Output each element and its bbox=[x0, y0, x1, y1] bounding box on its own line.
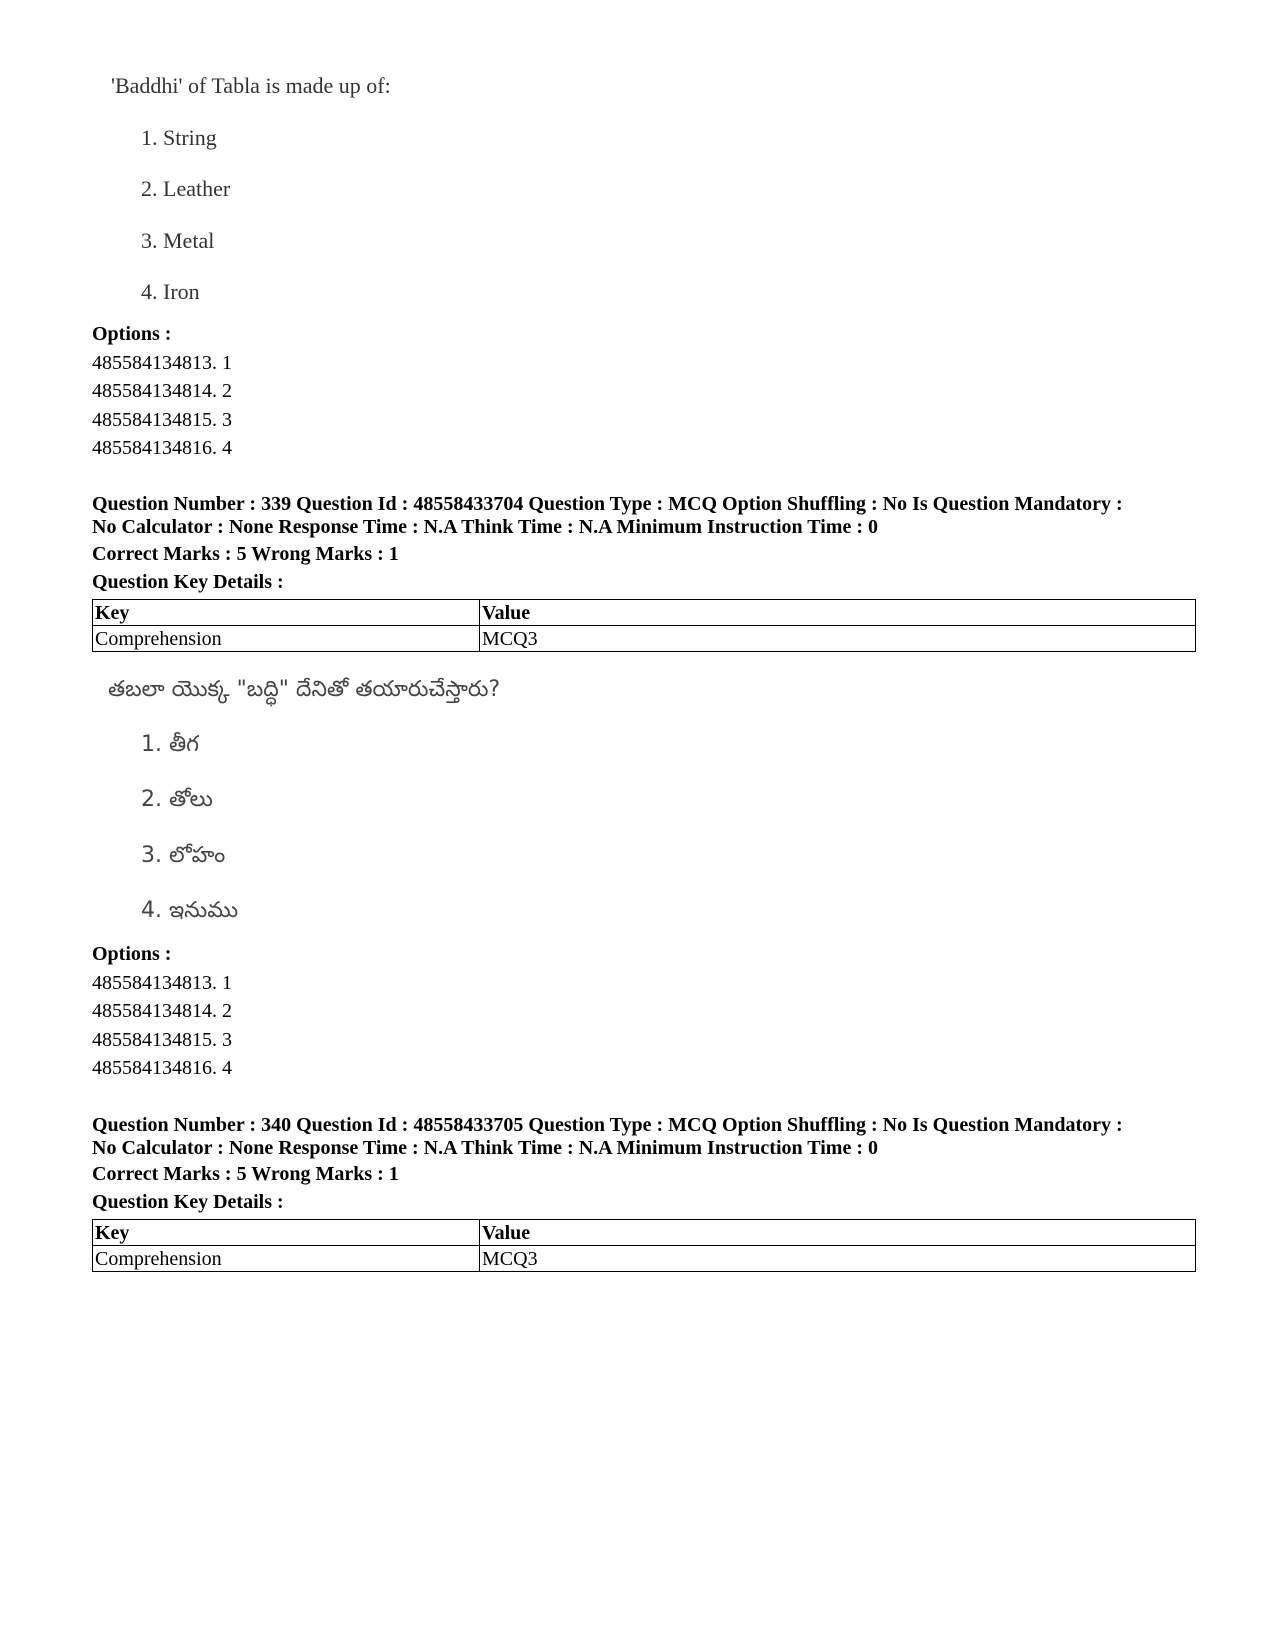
key-details-table bbox=[92, 1219, 1196, 1272]
choice-item: 1. తీగ bbox=[141, 732, 200, 757]
table-cell-value: MCQ3 bbox=[480, 626, 1196, 652]
option-item: 485584134813. 1 bbox=[92, 351, 232, 374]
option-item: 485584134815. 3 bbox=[92, 408, 232, 431]
table-row bbox=[93, 1246, 1196, 1272]
question-meta-340 bbox=[92, 1114, 1192, 1160]
table-cell-value: MCQ3 bbox=[480, 1246, 1196, 1272]
option-item: 485584134816. 4 bbox=[92, 437, 232, 459]
choice-item: 3. లోహం bbox=[141, 843, 226, 868]
marks-line: Correct Marks : 5 Wrong Marks : 1 bbox=[92, 543, 399, 565]
choice-item: 3. Metal bbox=[141, 228, 215, 253]
choice-item: 4. Iron bbox=[141, 279, 200, 304]
key-details-label: Question Key Details : bbox=[92, 1191, 284, 1213]
table-header-key: Key bbox=[93, 600, 480, 626]
key-details-table bbox=[92, 599, 1196, 652]
choice-item: 2. Leather bbox=[141, 176, 231, 201]
question-stem: 'Baddhi' of Tabla is made up of: bbox=[111, 73, 391, 98]
options-block bbox=[92, 320, 232, 463]
table-header-row bbox=[93, 600, 1196, 626]
question-stem: తబలా యొక్క "బద్ధి" దేనితో తయారుచేస్తారు? bbox=[108, 677, 501, 702]
options-block bbox=[92, 940, 232, 1083]
meta-line: Question Number : 339 Question Id : 48558433704 Question Type : MCQ Option Shuffling : No Is Question Mandatory : bbox=[92, 493, 1123, 515]
choice-item: 1. String bbox=[141, 125, 217, 150]
table-cell-key: Comprehension bbox=[93, 626, 480, 652]
option-item: 485584134815. 3 bbox=[92, 1028, 232, 1051]
choice-item: 4. ఇనుము bbox=[141, 898, 239, 923]
table-row bbox=[93, 626, 1196, 652]
meta-line: No Calculator : None Response Time : N.A Think Time : N.A Minimum Instruction Time : 0 bbox=[92, 516, 878, 538]
table-header-key: Key bbox=[93, 1220, 480, 1246]
key-details-label: Question Key Details : bbox=[92, 571, 284, 593]
meta-line: No Calculator : None Response Time : N.A Think Time : N.A Minimum Instruction Time : 0 bbox=[92, 1137, 878, 1159]
choice-item: 2. తోలు bbox=[141, 787, 213, 812]
table-header-value: Value bbox=[480, 1220, 1196, 1246]
question-image-339 bbox=[96, 676, 736, 936]
marks-line: Correct Marks : 5 Wrong Marks : 1 bbox=[92, 1163, 399, 1185]
table-header-value: Value bbox=[480, 600, 1196, 626]
options-label: Options : bbox=[92, 323, 172, 345]
option-item: 485584134814. 2 bbox=[92, 380, 232, 402]
question-image-338 bbox=[96, 72, 736, 322]
table-header-row bbox=[93, 1220, 1196, 1246]
table-cell-key: Comprehension bbox=[93, 1246, 480, 1272]
options-label: Options : bbox=[92, 943, 172, 965]
option-item: 485584134813. 1 bbox=[92, 971, 232, 994]
option-item: 485584134816. 4 bbox=[92, 1057, 232, 1079]
meta-line: Question Number : 340 Question Id : 48558433705 Question Type : MCQ Option Shuffling : No Is Question Mandatory : bbox=[92, 1114, 1123, 1136]
option-item: 485584134814. 2 bbox=[92, 1000, 232, 1022]
question-meta-339 bbox=[92, 493, 1192, 539]
